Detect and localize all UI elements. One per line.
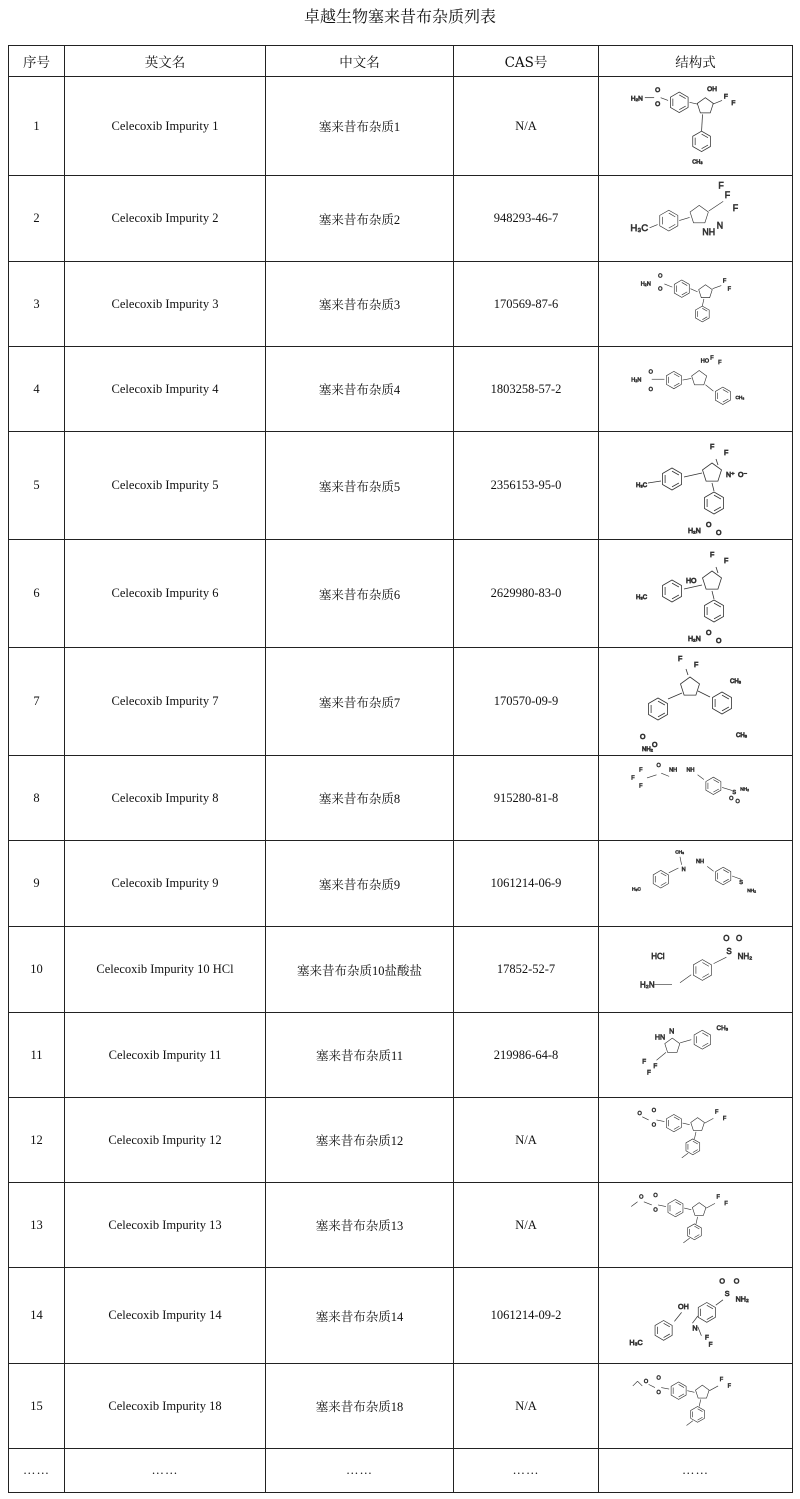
- table-row: [9, 1098, 793, 1183]
- structure-diagram: [606, 1271, 786, 1361]
- svg-text:O: O: [705, 521, 711, 529]
- svg-text:NH₂: NH₂: [739, 787, 749, 793]
- row-cas: N/A: [454, 1183, 599, 1268]
- structure-diagram: [606, 1367, 786, 1446]
- header-en-name: 英文名: [65, 46, 266, 77]
- header-structure: 结构式: [599, 46, 793, 77]
- svg-text:H₂N: H₂N: [630, 377, 641, 384]
- svg-text:F: F: [709, 443, 714, 451]
- svg-text:F: F: [723, 449, 728, 457]
- row-structure: [599, 648, 793, 756]
- row-en-name: Celecoxib Impurity 5: [65, 432, 266, 540]
- row-en-name: Celecoxib Impurity 6: [65, 540, 266, 648]
- svg-text:O: O: [652, 1206, 658, 1213]
- svg-text:CH₃: CH₃: [735, 395, 744, 401]
- svg-text:CH₃: CH₃: [716, 1024, 728, 1032]
- structure-diagram: [606, 930, 786, 1010]
- row-en-name: Celecoxib Impurity 18: [65, 1364, 266, 1449]
- row-en-name: Celecoxib Impurity 7: [65, 648, 266, 756]
- svg-text:O: O: [637, 1110, 642, 1117]
- table-row: [9, 1013, 793, 1098]
- svg-text:S: S: [724, 1288, 730, 1298]
- svg-text:O: O: [643, 1378, 648, 1385]
- row-cn-name: 塞来昔布杂质11: [266, 1013, 454, 1098]
- row-cas: 1061214-09-2: [454, 1268, 599, 1364]
- row-cas: 948293-46-7: [454, 176, 599, 262]
- row-en-name: Celecoxib Impurity 10 HCl: [65, 927, 266, 1013]
- svg-text:NH: NH: [695, 858, 704, 865]
- row-no: 2: [9, 176, 65, 262]
- svg-text:O: O: [718, 1276, 725, 1286]
- svg-text:OH: OH: [706, 85, 717, 93]
- table-row: [9, 1183, 793, 1268]
- svg-text:H₃C: H₃C: [631, 886, 641, 892]
- svg-text:O: O: [705, 629, 711, 637]
- row-cn-name: 塞来昔布杂质18: [266, 1364, 454, 1449]
- row-structure: [599, 77, 793, 176]
- row-cas: 170570-09-9: [454, 648, 599, 756]
- structure-diagram: [606, 80, 786, 173]
- header-cas: CAS号: [454, 46, 599, 77]
- table-row: [9, 347, 793, 432]
- svg-text:O: O: [638, 1194, 643, 1201]
- svg-text:O: O: [656, 1375, 661, 1382]
- row-cas: 170569-87-6: [454, 262, 599, 347]
- row-cn-name: 塞来昔布杂质9: [266, 841, 454, 927]
- svg-text:F: F: [732, 202, 738, 213]
- row-structure: [599, 927, 793, 1013]
- svg-text:HO: HO: [685, 577, 696, 585]
- svg-text:O: O: [656, 762, 661, 769]
- svg-text:O: O: [657, 285, 662, 292]
- svg-text:OH: OH: [677, 1301, 689, 1311]
- row-en-name: Celecoxib Impurity 11: [65, 1013, 266, 1098]
- svg-text:HCl: HCl: [650, 951, 665, 961]
- row-structure: [599, 1013, 793, 1098]
- row-cn-name: 塞来昔布杂质10盐酸盐: [266, 927, 454, 1013]
- row-no: 12: [9, 1098, 65, 1183]
- svg-text:F: F: [630, 775, 635, 782]
- row-structure: [599, 1268, 793, 1364]
- svg-text:F: F: [716, 1194, 720, 1201]
- row-cas: N/A: [454, 1364, 599, 1449]
- ellipsis-cell: ……: [454, 1449, 599, 1493]
- row-cn-name: 塞来昔布杂质12: [266, 1098, 454, 1183]
- svg-text:N⁺: N⁺: [725, 471, 735, 479]
- svg-text:H₃C: H₃C: [635, 482, 647, 489]
- row-no: 8: [9, 756, 65, 841]
- svg-text:F: F: [722, 1115, 726, 1122]
- table-row: [9, 648, 793, 756]
- svg-text:CH₃: CH₃: [735, 732, 747, 739]
- svg-text:NH₂: NH₂: [746, 888, 756, 894]
- svg-text:CH₃: CH₃: [691, 159, 703, 166]
- row-no: 10: [9, 927, 65, 1013]
- svg-text:O: O: [648, 369, 653, 376]
- svg-text:F: F: [652, 1062, 657, 1070]
- row-cas: 915280-81-8: [454, 756, 599, 841]
- row-no: 3: [9, 262, 65, 347]
- svg-text:F: F: [714, 1109, 718, 1116]
- row-cas: 17852-52-7: [454, 927, 599, 1013]
- header-no: 序号: [9, 46, 65, 77]
- row-structure: [599, 1183, 793, 1268]
- row-no: 11: [9, 1013, 65, 1098]
- row-cn-name: 塞来昔布杂质7: [266, 648, 454, 756]
- svg-text:HN: HN: [654, 1033, 665, 1042]
- page-title: 卓越生物塞来昔布杂质列表: [303, 7, 496, 26]
- row-no: 5: [9, 432, 65, 540]
- svg-text:O: O: [651, 741, 657, 749]
- svg-text:F: F: [641, 1057, 646, 1065]
- svg-text:N: N: [716, 220, 723, 231]
- svg-text:NH₂: NH₂: [641, 746, 653, 753]
- table-row: [9, 841, 793, 927]
- svg-text:N: N: [691, 1322, 698, 1332]
- table-row: [9, 262, 793, 347]
- svg-text:F: F: [677, 655, 682, 663]
- svg-text:F: F: [704, 1333, 709, 1341]
- svg-text:F: F: [723, 557, 728, 565]
- row-no: 6: [9, 540, 65, 648]
- table-row: [9, 540, 793, 648]
- svg-text:NH₂: NH₂: [737, 951, 752, 961]
- svg-text:HO: HO: [700, 358, 709, 365]
- row-en-name: Celecoxib Impurity 13: [65, 1183, 266, 1268]
- table-row: [9, 1268, 793, 1364]
- row-no: 1: [9, 77, 65, 176]
- row-cn-name: 塞来昔布杂质14: [266, 1268, 454, 1364]
- svg-text:N: N: [668, 1026, 674, 1035]
- row-cas: 1061214-06-9: [454, 841, 599, 927]
- structure-diagram: [606, 265, 786, 344]
- structure-diagram: [606, 179, 786, 259]
- table-row: [9, 927, 793, 1013]
- svg-text:F: F: [638, 767, 642, 774]
- row-en-name: Celecoxib Impurity 1: [65, 77, 266, 176]
- row-cn-name: 塞来昔布杂质2: [266, 176, 454, 262]
- svg-text:F: F: [638, 782, 642, 789]
- row-en-name: Celecoxib Impurity 12: [65, 1098, 266, 1183]
- structure-diagram: [606, 651, 786, 753]
- row-structure: [599, 841, 793, 927]
- svg-text:H₂N: H₂N: [640, 281, 651, 288]
- ellipsis-cell: ……: [599, 1449, 793, 1493]
- svg-text:O: O: [654, 86, 660, 94]
- structure-diagram: [606, 1101, 786, 1180]
- svg-text:F: F: [708, 1341, 712, 1349]
- row-structure: [599, 1098, 793, 1183]
- row-cn-name: 塞来昔布杂质13: [266, 1183, 454, 1268]
- structure-diagram: [606, 435, 786, 537]
- row-cn-name: 塞来昔布杂质3: [266, 262, 454, 347]
- svg-text:H₃C: H₃C: [628, 1337, 643, 1347]
- svg-text:O: O: [722, 933, 729, 943]
- svg-text:O: O: [715, 637, 721, 645]
- row-cas: 2629980-83-0: [454, 540, 599, 648]
- svg-text:O: O: [728, 795, 733, 802]
- row-cn-name: 塞来昔布杂质6: [266, 540, 454, 648]
- row-en-name: Celecoxib Impurity 4: [65, 347, 266, 432]
- svg-text:F: F: [709, 354, 714, 361]
- svg-text:H₂N: H₂N: [687, 527, 701, 535]
- row-cas: 219986-64-8: [454, 1013, 599, 1098]
- svg-text:F: F: [646, 1068, 651, 1076]
- row-no: 9: [9, 841, 65, 927]
- svg-text:O: O: [639, 733, 645, 741]
- header-cn-name: 中文名: [266, 46, 454, 77]
- svg-text:O: O: [735, 798, 740, 805]
- svg-text:CH₃: CH₃: [674, 850, 684, 856]
- svg-text:O: O: [733, 1276, 739, 1286]
- table-row: [9, 432, 793, 540]
- svg-text:H₂N: H₂N: [639, 980, 655, 990]
- svg-text:NH: NH: [686, 767, 694, 774]
- row-structure: [599, 756, 793, 841]
- svg-text:O: O: [657, 273, 662, 280]
- svg-text:F: F: [727, 285, 731, 292]
- structure-diagram: [606, 350, 786, 429]
- table-row: [9, 176, 793, 262]
- svg-text:S: S: [738, 879, 743, 886]
- row-cas: 1803258-57-2: [454, 347, 599, 432]
- row-cn-name: 塞来昔布杂质8: [266, 756, 454, 841]
- structure-diagram: [606, 543, 786, 645]
- svg-text:F: F: [727, 1383, 731, 1390]
- ellipsis-row: [9, 1449, 793, 1493]
- row-cn-name: 塞来昔布杂质5: [266, 432, 454, 540]
- header-row: [9, 46, 793, 77]
- row-cas: N/A: [454, 77, 599, 176]
- ellipsis-cell: ……: [9, 1449, 65, 1493]
- svg-text:O⁻: O⁻: [737, 471, 747, 479]
- table-row: [9, 77, 793, 176]
- svg-text:O: O: [652, 1192, 658, 1199]
- row-structure: [599, 347, 793, 432]
- svg-text:NH: NH: [668, 767, 677, 774]
- svg-text:CH₃: CH₃: [729, 678, 741, 685]
- row-structure: [599, 540, 793, 648]
- structure-diagram: [606, 759, 786, 838]
- svg-text:F: F: [717, 359, 721, 366]
- ellipsis-cell: ……: [266, 1449, 454, 1493]
- svg-text:F: F: [719, 1376, 723, 1383]
- svg-text:F: F: [693, 661, 698, 669]
- svg-text:H₂N: H₂N: [687, 635, 701, 643]
- row-cn-name: 塞来昔布杂质1: [266, 77, 454, 176]
- row-structure: [599, 1364, 793, 1449]
- row-no: 13: [9, 1183, 65, 1268]
- row-structure: [599, 262, 793, 347]
- row-no: 7: [9, 648, 65, 756]
- svg-text:O: O: [651, 1107, 656, 1114]
- svg-text:NH: NH: [701, 226, 715, 237]
- table-row: [9, 1364, 793, 1449]
- svg-text:NH₂: NH₂: [735, 1294, 749, 1304]
- structure-diagram: [606, 844, 786, 924]
- svg-text:H₂N: H₂N: [630, 94, 643, 102]
- svg-text:F: F: [709, 551, 714, 559]
- svg-text:O: O: [715, 529, 721, 537]
- svg-text:F: F: [723, 93, 728, 101]
- svg-text:N: N: [681, 866, 686, 873]
- row-no: 14: [9, 1268, 65, 1364]
- svg-text:S: S: [725, 946, 732, 956]
- row-no: 15: [9, 1364, 65, 1449]
- svg-text:O: O: [648, 386, 653, 393]
- svg-text:S: S: [731, 789, 736, 796]
- row-en-name: Celecoxib Impurity 9: [65, 841, 266, 927]
- row-en-name: Celecoxib Impurity 3: [65, 262, 266, 347]
- structure-diagram: [606, 1186, 786, 1265]
- row-cas: 2356153-95-0: [454, 432, 599, 540]
- svg-text:H₃C: H₃C: [629, 222, 648, 234]
- row-structure: [599, 176, 793, 262]
- row-en-name: Celecoxib Impurity 14: [65, 1268, 266, 1364]
- svg-text:F: F: [717, 180, 724, 191]
- row-en-name: Celecoxib Impurity 8: [65, 756, 266, 841]
- ellipsis-cell: ……: [65, 1449, 266, 1493]
- svg-text:F: F: [722, 277, 726, 284]
- svg-text:O: O: [651, 1121, 656, 1128]
- row-no: 4: [9, 347, 65, 432]
- table-row: [9, 756, 793, 841]
- svg-text:F: F: [723, 1200, 728, 1207]
- svg-text:O: O: [656, 1389, 661, 1396]
- svg-text:F: F: [730, 99, 735, 107]
- row-en-name: Celecoxib Impurity 2: [65, 176, 266, 262]
- svg-text:H₃C: H₃C: [635, 594, 647, 601]
- svg-text:O: O: [654, 100, 660, 108]
- row-structure: [599, 432, 793, 540]
- svg-text:F: F: [724, 189, 730, 200]
- impurity-table: [8, 45, 793, 1493]
- svg-text:O: O: [735, 933, 742, 943]
- structure-diagram: [606, 1016, 786, 1095]
- row-cn-name: 塞来昔布杂质4: [266, 347, 454, 432]
- row-cas: N/A: [454, 1098, 599, 1183]
